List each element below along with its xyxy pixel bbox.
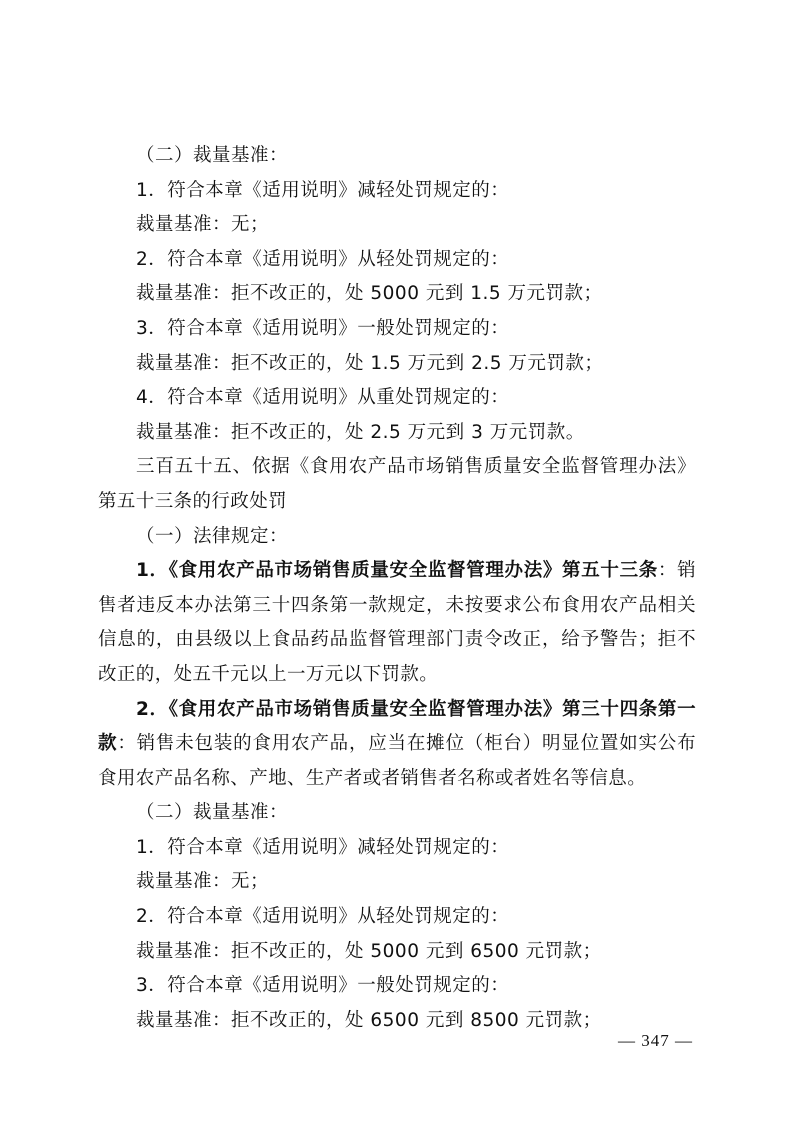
section-heading: （二）裁量基准： [136,145,289,166]
law-provision-1 [98,554,696,692]
item-title: 三百五十五、依据《食用农产品市场销售质量安全监督管理办法》第五十三条的行政处罚 [98,456,696,512]
condition-line: 2．符合本章《适用说明》从轻处罚规定的： [136,248,510,270]
condition-line: 3．符合本章《适用说明》一般处罚规定的： [136,975,510,997]
standard-line: 裁量基准：拒不改正的，处 5000 元到 1.5 万元罚款； [136,283,603,305]
law-provision-2-text: ：销售未包装的食用农产品，应当在摊位（柜台）明显位置如实公布食用农产品名称、产地、生产者或者销售者名称或者姓名等信息。 [98,733,696,789]
law-provision-1-source: 1．《食用农产品市场销售质量安全监督管理办法》第五十三条 [136,560,658,582]
condition-line: 1．符合本章《适用说明》减轻处罚规定的： [136,179,510,201]
law-provision-1-text: ：销售者违反本办法第三十四条第一款规定，未按要求公布食用农产品相关信息的，由县级以上食品药品监督管理部门责令改正，给予警告；拒不改正的，处五千元以上一万元以下罚款。 [98,560,696,685]
page-number: — 347 — [618,1031,693,1050]
section-heading: （二）裁量基准： [136,802,289,824]
law-provision-2-source: 2．《食用农产品市场销售质量安全监督管理办法》第三十四条第一款 [98,698,696,755]
document-body [98,139,696,1038]
standard-line: 裁量基准：拒不改正的，处 6500 元到 8500 元罚款； [136,1009,602,1031]
condition-line: 2．符合本章《适用说明》从轻处罚规定的： [136,906,510,928]
condition-line: 4．符合本章《适用说明》从重处罚规定的： [136,387,510,409]
section-heading: （一）法律规定： [136,525,289,547]
condition-line: 1．符合本章《适用说明》减轻处罚规定的： [136,836,510,858]
standard-line: 裁量基准：拒不改正的，处 1.5 万元到 2.5 万元罚款； [136,352,604,374]
standard-line: 裁量基准：无； [136,214,270,236]
condition-line: 3．符合本章《适用说明》一般处罚规定的： [136,317,510,339]
standard-line: 裁量基准：拒不改正的，处 5000 元到 6500 元罚款； [136,940,602,962]
law-provision-2 [98,693,696,797]
standard-line: 裁量基准：无； [136,871,270,893]
standard-line: 裁量基准：拒不改正的，处 2.5 万元到 3 万元罚款。 [136,421,585,443]
